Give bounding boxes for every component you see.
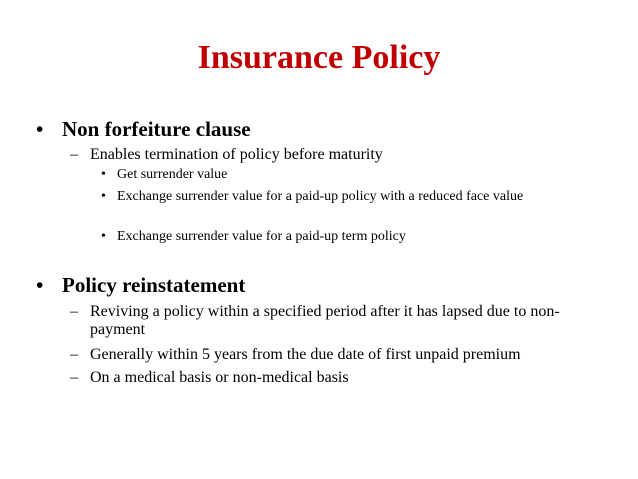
dash-marker: –: [70, 346, 78, 363]
point-text: Exchange surrender value for a paid-up term policy: [117, 229, 406, 244]
subitem-text: On a medical basis or non-medical basis: [90, 369, 349, 386]
subitem-text: Enables termination of policy before maturity: [90, 146, 383, 163]
bullet-heading: Non forfeiture clause: [62, 117, 251, 141]
bullet-policy-reinstatement: [36, 273, 596, 297]
slide-title: Insurance Policy: [197, 39, 441, 76]
subitem-enables-termination: [70, 146, 600, 164]
subitem-text: Reviving a policy within a specified period after it has lapsed due to non-payment: [90, 303, 560, 338]
point-get-surrender-value: [101, 166, 571, 183]
bullet-heading: Policy reinstatement: [62, 273, 246, 297]
bullet-marker: •: [36, 273, 44, 297]
dash-marker: –: [70, 369, 78, 386]
point-text: Get surrender value: [117, 167, 228, 182]
bullet-marker: •: [101, 229, 106, 244]
dash-marker: –: [70, 303, 78, 320]
bullet-non-forfeiture-clause: [36, 117, 596, 141]
bullet-marker: •: [101, 189, 106, 204]
subitem-generally-within: [70, 346, 600, 364]
subitem-medical-basis: [70, 369, 600, 387]
dash-marker: –: [70, 146, 78, 163]
bullet-marker: •: [101, 167, 106, 182]
subitem-text: Generally within 5 years from the due date of first unpaid premium: [90, 346, 521, 363]
point-exchange-term-policy: [101, 228, 571, 245]
subitem-reviving-policy: [70, 303, 600, 341]
bullet-marker: •: [36, 117, 44, 141]
point-exchange-reduced-face: [101, 188, 571, 224]
point-text: Exchange surrender value for a paid-up policy with a reduced face value: [117, 189, 524, 204]
